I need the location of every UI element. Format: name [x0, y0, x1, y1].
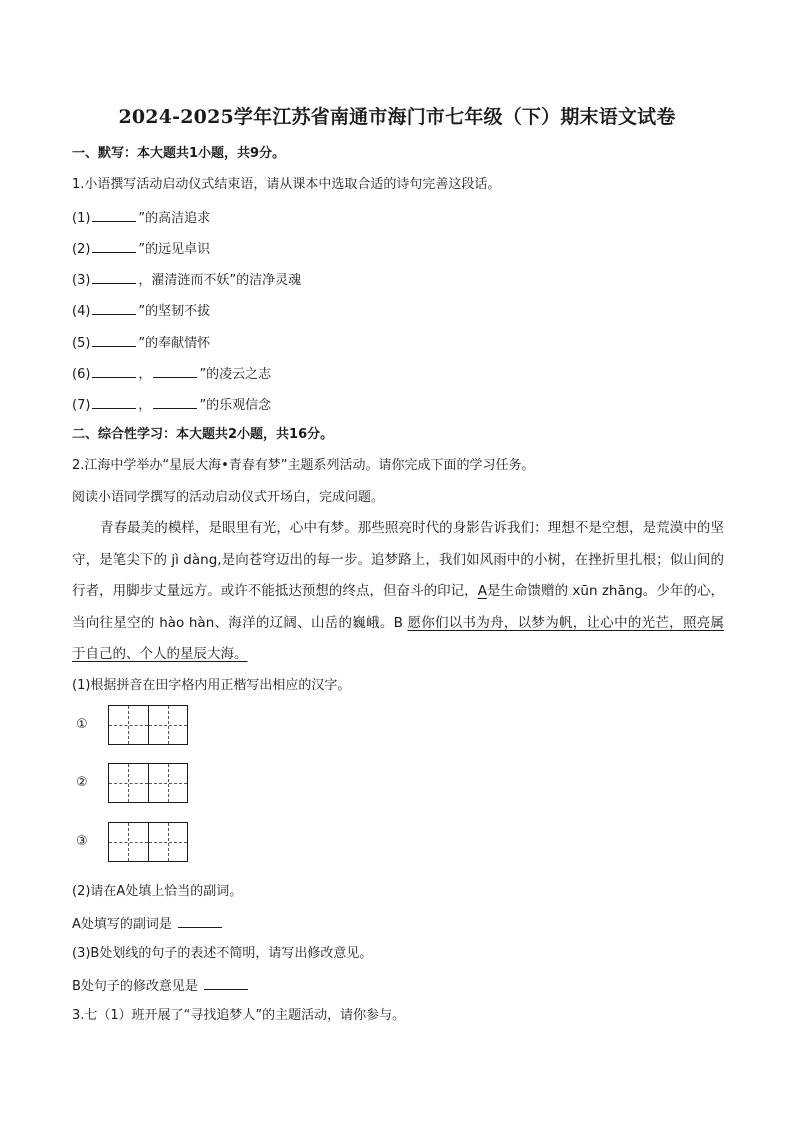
fill-item-4 — [72, 302, 210, 320]
fill-item-1 — [72, 209, 210, 227]
question-2: 2.江海中学举办“星辰大海•青春有梦”主题系列活动。请你完成下面的学习任务。 — [72, 458, 535, 473]
passage-intro: 阅读小语同学撰写的活动启动仪式开场白，完成问题。 — [72, 490, 385, 505]
item-number: (4) — [72, 304, 91, 319]
answer-prompt: A处填写的副词是 — [72, 917, 172, 932]
item-text: ”的坚韧不拔 — [138, 304, 211, 319]
item-text: ”的奉献情怀 — [138, 336, 211, 351]
fill-item-5 — [72, 334, 210, 352]
fill-item-3 — [72, 271, 301, 289]
tianzige-cell[interactable] — [148, 706, 187, 744]
answer-blank[interactable] — [92, 334, 136, 347]
box-label: ① — [76, 717, 88, 732]
answer-line-3 — [72, 977, 250, 995]
box-label: ② — [76, 775, 88, 790]
item-number: (1) — [72, 211, 91, 226]
section-2-heading: 二、综合性学习：本大题共2小题，共16分。 — [72, 427, 334, 442]
tianzige-cell[interactable] — [109, 764, 148, 802]
item-text: ，濯清涟而不妖”的洁净灵魂 — [138, 273, 302, 288]
tianzige-grid[interactable] — [108, 822, 188, 862]
tianzige-cell[interactable] — [148, 823, 187, 861]
answer-line-2 — [72, 915, 224, 933]
fill-item-7 — [72, 396, 271, 414]
section-1-heading: 一、默写：本大题共1小题，共9分。 — [72, 146, 286, 161]
answer-prompt: B处句子的修改意见是 — [72, 979, 198, 994]
item-number: (2) — [72, 242, 91, 257]
item-text: ”的远见卓识 — [138, 242, 211, 257]
item-separator: ， — [138, 398, 152, 413]
answer-blank[interactable] — [92, 209, 136, 222]
answer-blank[interactable] — [92, 271, 136, 284]
item-separator: ， — [138, 367, 152, 382]
question-3: 3.七（1）班开展了“寻找追梦人”的主题活动，请你参与。 — [72, 1008, 406, 1023]
underlined-sentence-b: 愿你们以书为舟，以梦为帆，让心中的光芒，照亮属于自己的、个人的星辰大海。 — [72, 614, 725, 662]
item-text: ”的高洁追求 — [138, 211, 211, 226]
answer-blank[interactable] — [92, 396, 136, 409]
question-1: 1.小语撰写活动启动仪式结束语，请从课本中选取合适的诗句完善这段话。 — [72, 177, 501, 192]
item-text: ”的凌云之志 — [199, 367, 272, 382]
answer-blank[interactable] — [92, 240, 136, 253]
mark-a: A — [477, 583, 487, 599]
answer-blank[interactable] — [178, 915, 222, 928]
exam-title: 2024-2025学年江苏省南通市海门市七年级（下）期末语文试卷 — [118, 106, 676, 128]
answer-blank[interactable] — [153, 396, 197, 409]
answer-blank[interactable] — [92, 365, 136, 378]
item-text: ”的乐观信念 — [199, 398, 272, 413]
item-number: (3) — [72, 273, 91, 288]
answer-blank[interactable] — [92, 302, 136, 315]
sub-question-3: (3)B处划线的句子的表述不简明，请写出修改意见。 — [72, 946, 373, 961]
tianzige-grid[interactable] — [108, 763, 188, 803]
sub-question-1: (1)根据拼音在田字格内用正楷写出相应的汉字。 — [72, 678, 351, 693]
answer-blank[interactable] — [153, 365, 197, 378]
tianzige-cell[interactable] — [109, 706, 148, 744]
sub-question-2: (2)请在A处填上恰当的副词。 — [72, 884, 243, 899]
passage-part-2: 是生命馈赠的 xūn zhāng。少年的心，当向往星空的 hào hàn、海洋的辽阔、山岳的巍峨。B — [72, 583, 725, 631]
fill-item-6 — [72, 365, 271, 383]
tianzige-grid[interactable] — [108, 705, 188, 745]
passage — [72, 513, 724, 671]
tianzige-cell[interactable] — [109, 823, 148, 861]
box-label: ③ — [76, 834, 88, 849]
item-number: (6) — [72, 367, 91, 382]
item-number: (5) — [72, 336, 91, 351]
passage-part-1: 青春最美的模样，是眼里有光，心中有梦。那些照亮时代的身影告诉我们：理想不是空想，是荒漠中的坚守，是笔尖下的 jì dàng,是向苍穹迈出的每一步。追梦路上，我们如风雨中的小树，在挫折里扎根；似山间的行者，用脚步丈量远方。或许不能抵达预想的终点，但奋斗的印记， — [72, 520, 724, 599]
answer-blank[interactable] — [204, 977, 248, 990]
item-number: (7) — [72, 398, 91, 413]
fill-item-2 — [72, 240, 210, 258]
tianzige-cell[interactable] — [148, 764, 187, 802]
